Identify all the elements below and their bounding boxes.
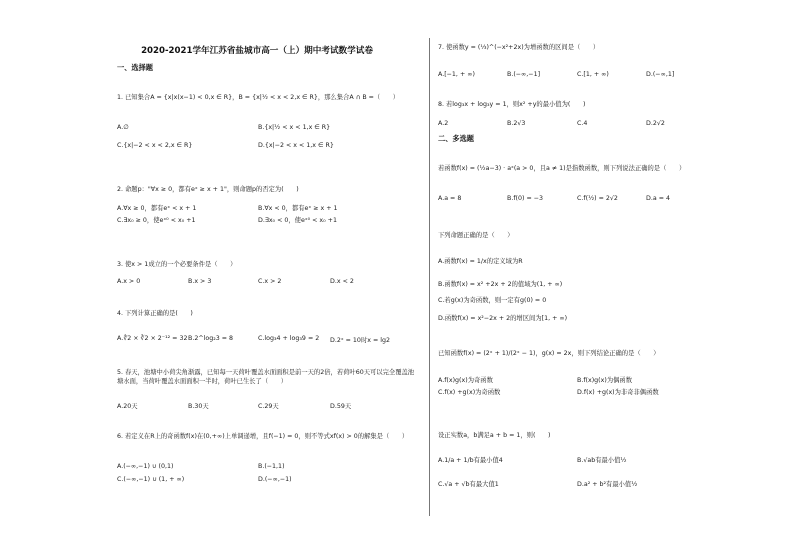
question-stem: 已知函数f(x) = (2ˣ + 1)/(2ˣ − 1)，g(x) = 2x，则下列结论正确的是（ ） xyxy=(438,350,660,357)
option-b[interactable]: B.f(x)g(x)为偶函数 xyxy=(577,377,633,384)
section-heading-single-choice: 一、选择题 xyxy=(117,63,153,72)
option-a[interactable]: A.2 xyxy=(438,120,449,127)
option-c[interactable]: C.log₃4 + log₃9 = 2 xyxy=(258,335,320,342)
question-stem: 2. 命题p："∀x ≥ 0，都有eˣ ≥ x + 1"，则命题p的否定为( ) xyxy=(117,186,299,193)
option-d[interactable]: D.2ˣ = 10时x = lg2 xyxy=(330,337,390,344)
question-stem: 7. 使函数y = (⅓)^(−x²+2x)为增函数的区间是（ ） xyxy=(438,44,600,51)
question-stem: 8. 若log₃x + log₃y = 1，则x² +y的最小值为( ) xyxy=(438,101,586,108)
column-divider xyxy=(429,38,430,516)
question-2 xyxy=(117,186,417,195)
option-d[interactable]: D.(−∞,−1) xyxy=(258,476,292,483)
option-c[interactable]: C.{x|−2 < x < 2,x ∈ R} xyxy=(117,142,193,149)
question-6 xyxy=(117,433,417,442)
option-c[interactable]: C.(−∞,−1) ∪ (1, + ∞) xyxy=(117,476,185,483)
question-multi-2 xyxy=(438,232,758,241)
question-stem: 4. 下列计算正确的是( ) xyxy=(117,310,193,317)
question-multi-3 xyxy=(438,350,758,359)
option-c[interactable]: C.∃x₀ ≥ 0，使eˣ⁰ < x₀ +1 xyxy=(117,217,196,224)
option-c[interactable]: C.若g(x)为奇函数，则一定有g(0) = 0 xyxy=(438,297,547,304)
option-a[interactable]: A.(−∞,−1) ∪ (0,1) xyxy=(117,463,174,470)
option-b[interactable]: B.2^log₂3 = 8 xyxy=(188,335,234,342)
option-b[interactable]: B.30天 xyxy=(188,403,209,410)
option-d[interactable]: D.{x|−2 < x < 1,x ∈ R} xyxy=(258,142,334,149)
option-c[interactable]: C.4 xyxy=(577,120,588,127)
option-a[interactable]: A.x > 0 xyxy=(117,278,141,285)
option-d[interactable]: D.a² + b²有最小值½ xyxy=(577,481,638,488)
option-a[interactable]: A.∅ xyxy=(117,124,129,131)
option-b[interactable]: B.函数f(x) = x² +2x + 2的值域为(1, + ∞) xyxy=(438,281,563,288)
section-heading-multiple-choice: 二、多选题 xyxy=(438,134,474,143)
question-4 xyxy=(117,310,417,319)
option-a[interactable]: A.∜2 × ∛2 × 2⁻¹² = 32 xyxy=(117,335,188,342)
question-1 xyxy=(117,94,417,103)
option-b[interactable]: B.√ab有最小值½ xyxy=(577,457,627,464)
option-a[interactable]: A.函数f(x) = 1/x的定义域为R xyxy=(438,258,523,265)
question-stem: 6. 若定义在R上的奇函数f(x)在(0,+∞)上单调递增，且f(−1) = 0，则不等式xf(x) > 0的解集是（ ） xyxy=(117,433,409,440)
option-b[interactable]: B.f(0) = −3 xyxy=(507,195,544,202)
option-a[interactable]: A.[−1, + ∞) xyxy=(438,71,475,78)
question-stem: 若函数f(x) = (½a−3) · aˣ(a > 0，且a ≠ 1)是指数函数，则下列说法正确的是（ ） xyxy=(438,165,686,172)
option-d[interactable]: D.∃x₀ < 0，使eˣ⁰ < x₀ +1 xyxy=(258,217,337,224)
question-stem: 5. 春天，池塘中小荷尖角渐露，已知每一天荷叶覆盖水面面积是前一天的2倍，若荷叶60天可以完全覆盖池塘水面，当荷叶覆盖水面面积一半时，荷叶已生长了（ ） xyxy=(117,369,415,385)
option-c[interactable]: C.29天 xyxy=(258,403,279,410)
option-d[interactable]: D.(−∞,1] xyxy=(646,71,675,78)
option-d[interactable]: D.a = 4 xyxy=(646,195,670,202)
option-b[interactable]: B.(−∞,−1] xyxy=(507,71,541,78)
question-8 xyxy=(438,101,758,110)
option-c[interactable]: C.f(½) = 2√2 xyxy=(577,195,618,202)
question-stem: 3. 使x > 1成立的一个必要条件是（ ） xyxy=(117,261,237,268)
option-b[interactable]: B.2√3 xyxy=(507,120,526,127)
option-d[interactable]: D.函数f(x) = x²−2x + 2的增区间为[1, + ∞) xyxy=(438,315,568,322)
question-stem: 下列命题正确的是（ ） xyxy=(438,232,514,239)
option-c[interactable]: C.f(x) +g(x)为奇函数 xyxy=(438,389,501,396)
option-a[interactable]: A.∀x ≥ 0，都有eˣ < x + 1 xyxy=(117,205,197,212)
question-3 xyxy=(117,261,417,270)
option-c[interactable]: C.[1, + ∞) xyxy=(577,71,609,78)
option-b[interactable]: B.∀x < 0，都有eˣ ≥ x + 1 xyxy=(258,205,338,212)
option-d[interactable]: D.x < 2 xyxy=(330,278,354,285)
option-d[interactable]: D.f(x) +g(x)为非奇非偶函数 xyxy=(577,389,659,396)
option-a[interactable]: A.1/a + 1/b有最小值4 xyxy=(438,457,503,464)
question-5 xyxy=(117,369,417,386)
question-7 xyxy=(438,44,758,53)
option-c[interactable]: C.x > 2 xyxy=(258,278,282,285)
question-multi-1 xyxy=(438,165,763,174)
option-b[interactable]: B.x > 3 xyxy=(188,278,212,285)
option-a[interactable]: A.f(x)g(x)为奇函数 xyxy=(438,377,493,384)
option-d[interactable]: D.59天 xyxy=(330,403,352,410)
question-stem: 1. 已知集合A = {x|x(x−1) < 0,x ∈ R}，B = {x|½ < x < 2,x ∈ R}，那么集合A ∩ B =（ ） xyxy=(117,94,400,101)
question-stem: 设正实数a，b满足a + b = 1，则( ) xyxy=(438,432,551,439)
option-b[interactable]: B.{x|½ < x < 1,x ∈ R} xyxy=(258,124,331,131)
option-d[interactable]: D.2√2 xyxy=(646,120,665,127)
option-a[interactable]: A.a = 8 xyxy=(438,195,462,202)
page-title: 2020-2021学年江苏省盐城市高一（上）期中考试数学试卷 xyxy=(141,46,373,56)
option-c[interactable]: C.√a + √b有最大值1 xyxy=(438,481,499,488)
option-b[interactable]: B.(−1,1) xyxy=(258,463,285,470)
question-multi-4 xyxy=(438,432,758,441)
option-a[interactable]: A.20天 xyxy=(117,403,138,410)
